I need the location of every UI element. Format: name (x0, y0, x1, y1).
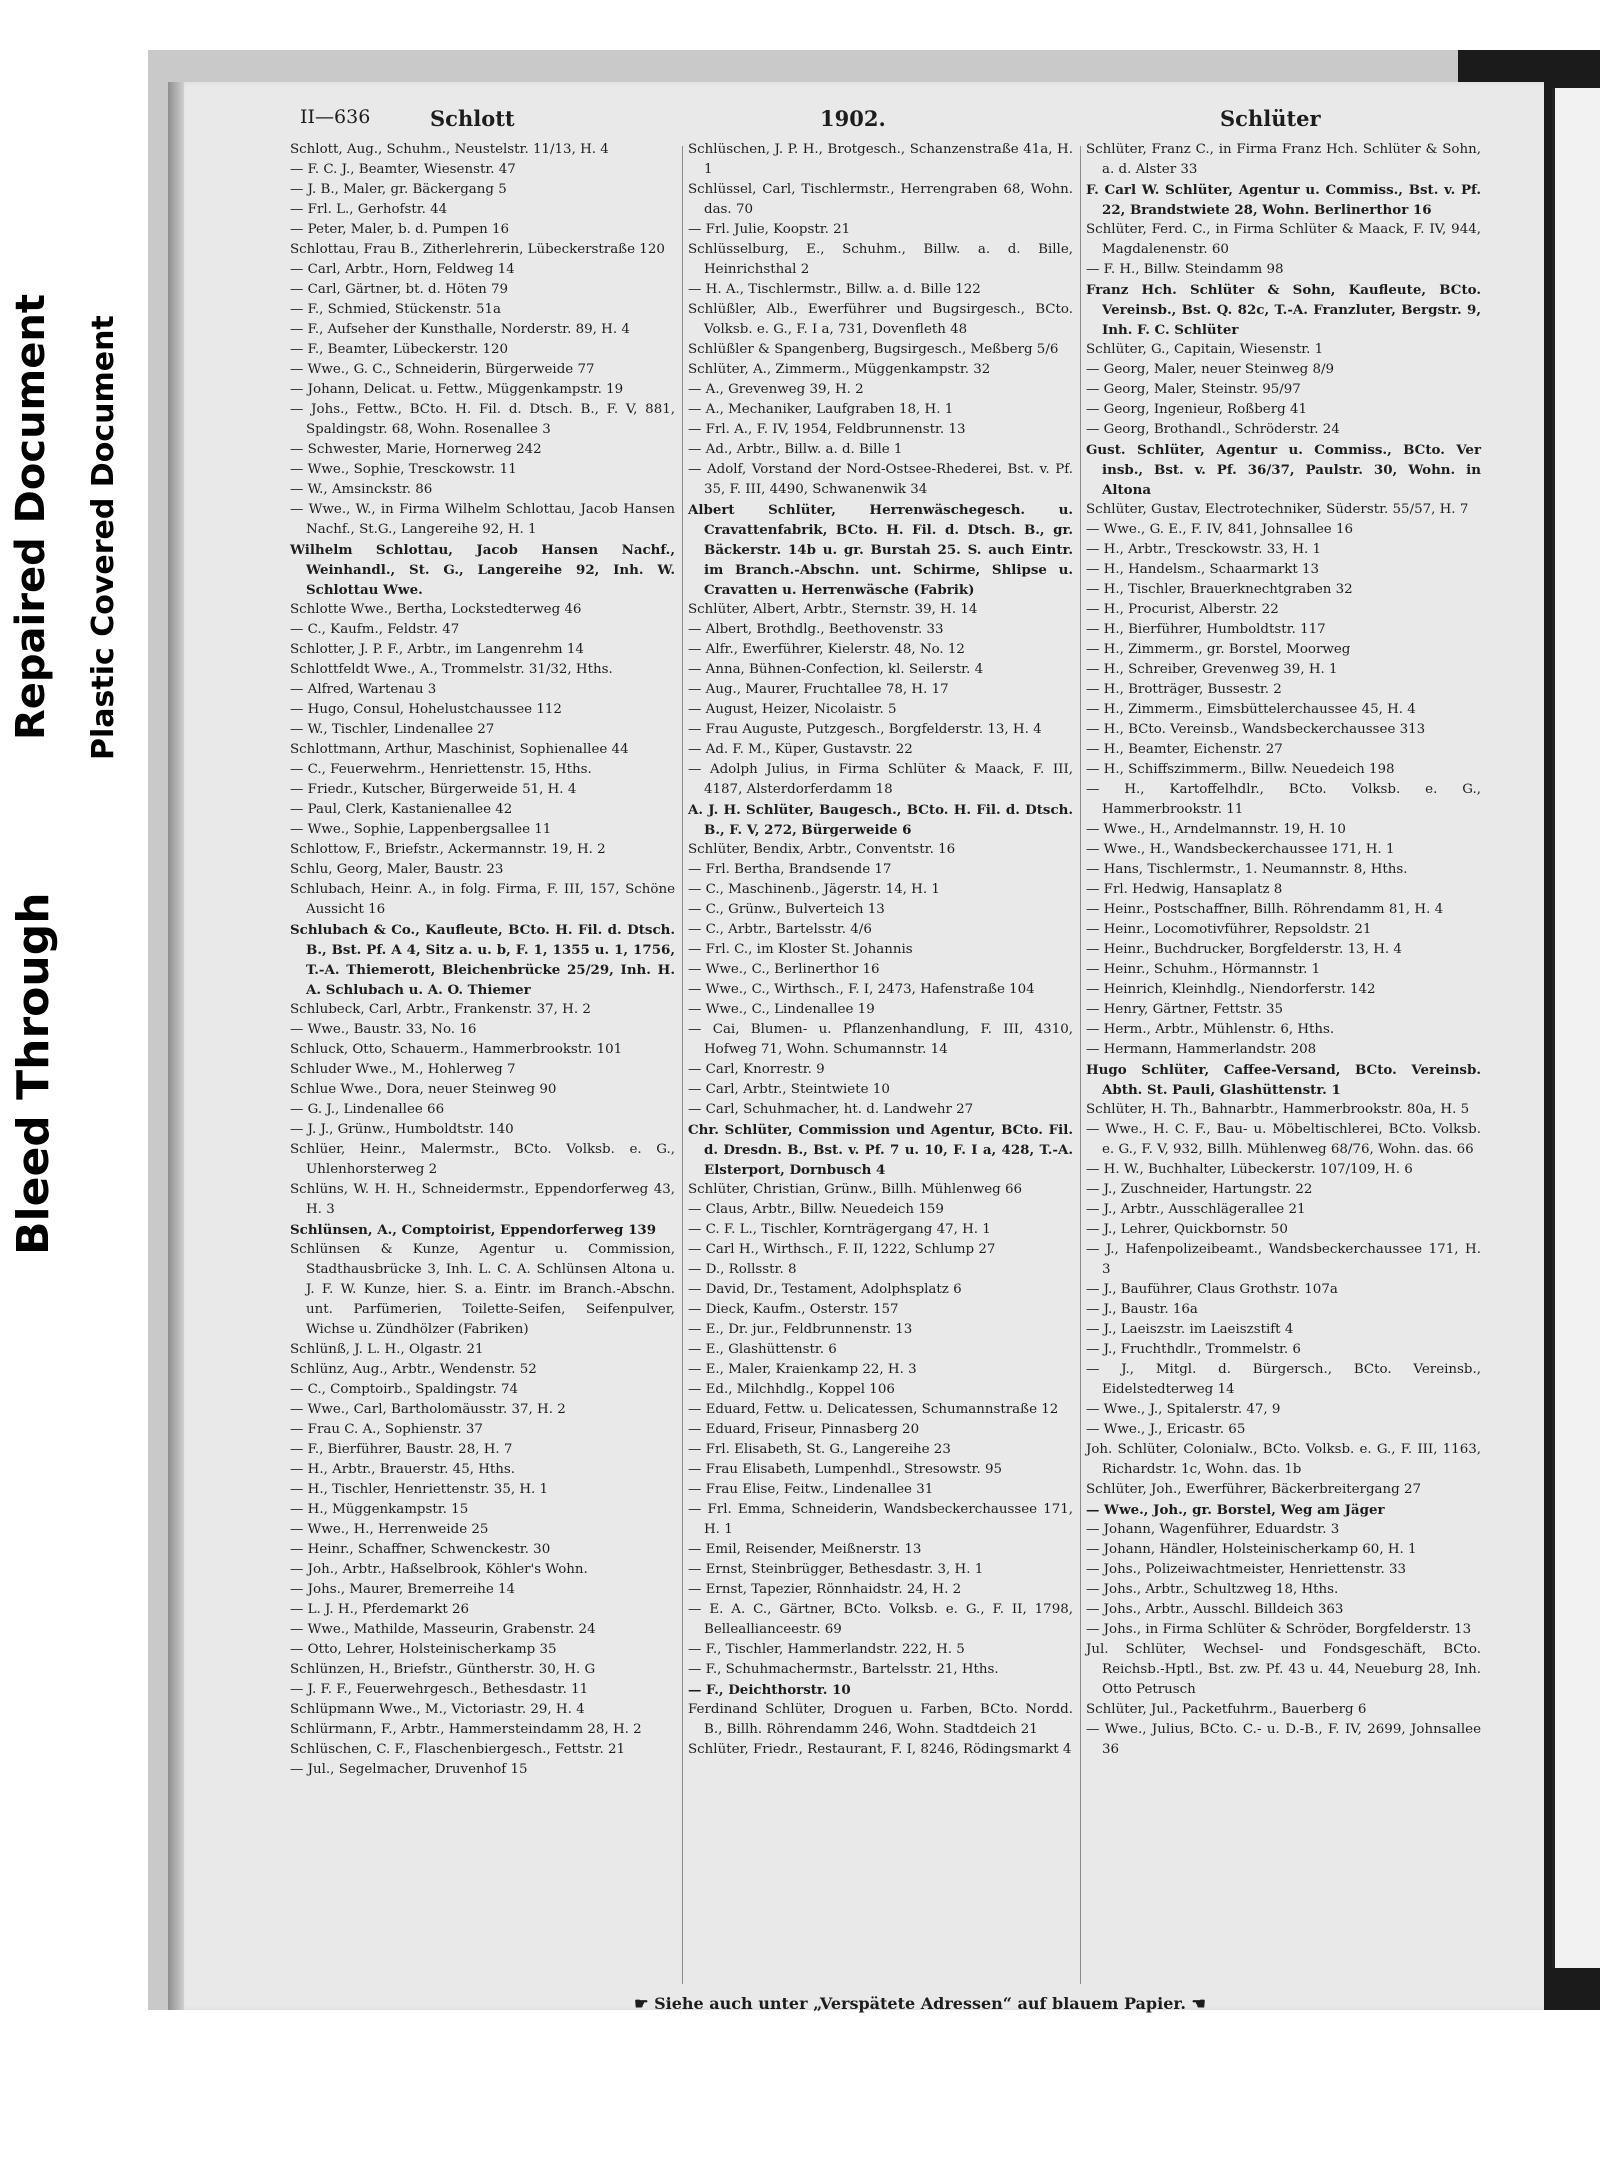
directory-entry: — Johann, Händler, Holsteinischerkamp 60, H. 1 (1086, 1542, 1417, 1557)
directory-entry: — H., Arbtr., Tresckowstr. 33, H. 1 (1086, 542, 1322, 557)
directory-entry: Schlüter, Joh., Ewerführer, Bäckerbreitergang 27 (1086, 1482, 1422, 1497)
directory-entry: — Georg, Maler, neuer Steinweg 8/9 (1086, 362, 1335, 377)
directory-entry: — J., Fruchthdlr., Trommelstr. 6 (1086, 1342, 1301, 1357)
directory-entry: — Johs., Maurer, Bremerreihe 14 (290, 1582, 516, 1597)
directory-entry: — Hans, Tischlermstr., 1. Neumannstr. 8, Hths. (1086, 862, 1408, 877)
directory-entry: Schlünsen & Kunze, Agentur u. Commission, Stadthausbrücke 3, Inh. L. C. A. Schlünsen Altona u. J. F. W. Kunze, hier. S. a. Eintr. im Branch.-Abschn. unt. Parfümerien, Toilette-Seifen, Seifenpulver, Wichse u. Zündhölzer (Fabriken) (290, 1242, 675, 1337)
directory-entry: Schlu, Georg, Maler, Baustr. 23 (290, 862, 504, 877)
directory-entry: — Carl, Schuhmacher, ht. d. Landwehr 27 (688, 1102, 974, 1117)
directory-entry: — E., Dr. jur., Feldbrunnenstr. 13 (688, 1322, 913, 1337)
directory-entry: — Wwe., C., Lindenallee 19 (688, 1002, 875, 1017)
directory-entry: Schlüschen, J. P. H., Brotgesch., Schanzenstraße 41a, H. 1 (688, 142, 1073, 177)
directory-entry: — H., Zimmerm., Eimsbüttelerchaussee 45, H. 4 (1086, 702, 1416, 717)
directory-entry: Schlünß, J. L. H., Olgastr. 21 (290, 1342, 484, 1357)
directory-entry: Schlüter, Gustav, Electrotechniker, Süderstr. 55/57, H. 7 (1086, 502, 1469, 517)
directory-entry: — Frl. Hedwig, Hansaplatz 8 (1086, 882, 1283, 897)
directory-entry: Schlott, Aug., Schuhm., Neustelstr. 11/13, H. 4 (290, 142, 609, 157)
directory-entry: — Wwe., G. C., Schneiderin, Bürgerweide 77 (290, 362, 595, 377)
directory-entry: Schlüpmann Wwe., M., Victoriastr. 29, H. 4 (290, 1702, 585, 1717)
directory-entry: — Eduard, Friseur, Pinnasberg 20 (688, 1422, 920, 1437)
directory-entry: — Wwe., J., Ericastr. 65 (1086, 1422, 1246, 1437)
directory-entry: — H., Arbtr., Brauerstr. 45, Hths. (290, 1462, 516, 1477)
directory-entry: — W., Amsinckstr. 86 (290, 482, 433, 497)
top-margin (0, 0, 1600, 50)
directory-entry: — H., Schreiber, Grevenweg 39, H. 1 (1086, 662, 1338, 677)
directory-entry: Schlotter, J. P. F., Arbtr., im Langenrehm 14 (290, 642, 584, 657)
directory-entry: — E., Glashüttenstr. 6 (688, 1342, 837, 1357)
directory-entry: — Frl. L., Gerhofstr. 44 (290, 202, 448, 217)
directory-entry: — W., Tischler, Lindenallee 27 (290, 722, 495, 737)
directory-entry: — F., Tischler, Hammerlandstr. 222, H. 5 (688, 1642, 965, 1657)
directory-column-1 (290, 140, 675, 1780)
directory-entry: — Wwe., C., Berlinerthor 16 (688, 962, 880, 977)
directory-entry: — Ernst, Steinbrügger, Bethesdastr. 3, H. 1 (688, 1562, 984, 1577)
page-number: II—636 (300, 106, 371, 128)
directory-entry: — Heinrich, Kleinhdlg., Niendorferstr. 142 (1086, 982, 1376, 997)
directory-entry: Schlünz, Aug., Arbtr., Wendenstr. 52 (290, 1362, 537, 1377)
directory-entry: — Frau C. A., Sophienstr. 37 (290, 1422, 483, 1437)
directory-entry: — Carl, Gärtner, bt. d. Höten 79 (290, 282, 509, 297)
directory-entry: — Henry, Gärtner, Fettstr. 35 (1086, 1002, 1284, 1017)
directory-entry: — Carl, Knorrestr. 9 (688, 1062, 825, 1077)
directory-entry: — H., Schiffszimmerm., Billw. Neuedeich 198 (1086, 762, 1395, 777)
directory-entry: — J., Baustr. 16a (1086, 1302, 1198, 1317)
directory-entry: — Wwe., Carl, Bartholomäusstr. 37, H. 2 (290, 1402, 566, 1417)
directory-entry: — Cai, Blumen- u. Pflanzenhandlung, F. III, 4310, Hofweg 71, Wohn. Schumannstr. 14 (688, 1022, 1073, 1057)
directory-entry: — Johs., Polizeiwachtmeister, Henriettenstr. 33 (1086, 1562, 1407, 1577)
directory-entry: — Frau Elise, Feitw., Lindenallee 31 (688, 1482, 934, 1497)
directory-entry: — F., Deichthorstr. 10 (688, 1682, 851, 1698)
page-header (300, 106, 1340, 136)
directory-entry: — Carl, Arbtr., Steintwiete 10 (688, 1082, 890, 1097)
directory-entry: — Ad., Arbtr., Billw. a. d. Bille 1 (688, 442, 903, 457)
directory-entry: — Wwe., Sophie, Tresckowstr. 11 (290, 462, 517, 477)
directory-entry: — Frau Elisabeth, Lumpenhdl., Stresowstr. 95 (688, 1462, 1003, 1477)
directory-entry: Schlünsen, A., Comptoirist, Eppendorferweg 139 (290, 1222, 657, 1238)
directory-entry: Gust. Schlüter, Agentur u. Commiss., BCto. Ver insb., Bst. v. Pf. 36/37, Paulstr. 30, Wohn. in Altona (1086, 442, 1481, 498)
directory-entry: — C., Feuerwehrm., Henriettenstr. 15, Hths. (290, 762, 592, 777)
directory-entry: — Johs., Arbtr., Schultzweg 18, Hths. (1086, 1582, 1339, 1597)
directory-entry: — Aug., Maurer, Fruchtallee 78, H. 17 (688, 682, 949, 697)
directory-entry: Schluder Wwe., M., Hohlerweg 7 (290, 1062, 516, 1077)
directory-entry: — Carl H., Wirthsch., F. II, 1222, Schlump 27 (688, 1242, 996, 1257)
directory-entry: — Frl. A., F. IV, 1954, Feldbrunnenstr. 13 (688, 422, 966, 437)
directory-entry: Wilhelm Schlottau, Jacob Hansen Nachf., Weinhandl., St. G., Langereihe 92, Inh. W. Schlottau Wwe. (290, 542, 675, 598)
repaired-document-label: Repaired Document (8, 294, 54, 740)
directory-entry: — Schwester, Marie, Hornerweg 242 (290, 442, 542, 457)
directory-entry: — Paul, Clerk, Kastanienallee 42 (290, 802, 513, 817)
directory-entry: — C., Arbtr., Bartelsstr. 4/6 (688, 922, 872, 937)
directory-entry: — Wwe., H. C. F., Bau- u. Möbeltischlerei, BCto. Volksb. e. G., F. V, 932, Billh. Mühlenweg 68/76, Wohn. das. 66 (1086, 1122, 1481, 1157)
directory-entry: Schlue Wwe., Dora, neuer Steinweg 90 (290, 1082, 557, 1097)
directory-entry: — Heinr., Locomotivführer, Repsoldstr. 21 (1086, 922, 1372, 937)
directory-entry: — Carl, Arbtr., Horn, Feldweg 14 (290, 262, 515, 277)
directory-entry: — C. F. L., Tischler, Kornträgergang 47, H. 1 (688, 1222, 991, 1237)
directory-entry: Schlüter, Franz C., in Firma Franz Hch. Schlüter & Sohn, a. d. Alster 33 (1086, 142, 1481, 177)
directory-entry: Schlottfeldt Wwe., A., Trommelstr. 31/32, Hths. (290, 662, 613, 677)
directory-entry: Schlubach & Co., Kaufleute, BCto. H. Fil. d. Dtsch. B., Bst. Pf. A 4, Sitz a. u. b, F. 1, 1355 u. 1, 1756, T.-A. Thiemerott, Bleichenbrücke 25/29, Inh. H. A. Schlubach u. A. O. Thiemer (290, 922, 675, 998)
directory-entry: — Claus, Arbtr., Billw. Neuedeich 159 (688, 1202, 944, 1217)
directory-entry: — H., Brotträger, Bussestr. 2 (1086, 682, 1282, 697)
directory-entry: — Albert, Brothdlg., Beethovenstr. 33 (688, 622, 944, 637)
directory-entry: — Alfr., Ewerführer, Kielerstr. 48, No. 12 (688, 642, 965, 657)
directory-entry: — Hermann, Hammerlandstr. 208 (1086, 1042, 1317, 1057)
directory-entry: — Frl. Bertha, Brandsende 17 (688, 862, 892, 877)
directory-entry: — E. A. C., Gärtner, BCto. Volksb. e. G., F. II, 1798, Belleallianceestr. 69 (688, 1602, 1073, 1637)
directory-entry: — E., Maler, Kraienkamp 22, H. 3 (688, 1362, 917, 1377)
directory-entry: Schlürmann, F., Arbtr., Hammersteindamm 28, H. 2 (290, 1722, 642, 1737)
directory-entry: Schlottow, F., Briefstr., Ackermannstr. 19, H. 2 (290, 842, 606, 857)
directory-entry: — F., Beamter, Lübeckerstr. 120 (290, 342, 509, 357)
directory-entry: Schlüßler, Alb., Ewerführer und Bugsirgesch., BCto. Volksb. e. G., F. I a, 731, Dovenfleth 48 (688, 302, 1073, 337)
directory-entry: — Hugo, Consul, Hohelustchaussee 112 (290, 702, 562, 717)
directory-entry: Schlüter, G., Capitain, Wiesenstr. 1 (1086, 342, 1324, 357)
directory-entry: F. Carl W. Schlüter, Agentur u. Commiss., Bst. v. Pf. 22, Brandstwiete 28, Wohn. Berlinerthor 16 (1086, 182, 1481, 218)
directory-entry: — J., Mitgl. d. Bürgersch., BCto. Vereinsb., Eidelstedterweg 14 (1086, 1362, 1481, 1397)
directory-entry: — Heinr., Buchdrucker, Borgfelderstr. 13, H. 4 (1086, 942, 1402, 957)
side-labels (0, 270, 148, 1270)
directory-entry: — F., Bierführer, Baustr. 28, H. 7 (290, 1442, 513, 1457)
directory-entry: — H. A., Tischlermstr., Billw. a. d. Bille 122 (688, 282, 981, 297)
directory-entry: — Wwe., G. E., F. IV, 841, Johnsallee 16 (1086, 522, 1354, 537)
directory-entry: Schlüter, Ferd. C., in Firma Schlüter & Maack, F. IV, 944, Magdalenenstr. 60 (1086, 222, 1481, 257)
directory-entry: Schlüter, Albert, Arbtr., Sternstr. 39, H. 14 (688, 602, 978, 617)
directory-entry: — Anna, Bühnen-Confection, kl. Seilerstr. 4 (688, 662, 984, 677)
directory-entry: — David, Dr., Testament, Adolphsplatz 6 (688, 1282, 962, 1297)
directory-entry: — J. B., Maler, gr. Bäckergang 5 (290, 182, 507, 197)
directory-entry: Schlüter, A., Zimmerm., Müggenkampstr. 32 (688, 362, 991, 377)
directory-entry: — D., Rollsstr. 8 (688, 1262, 797, 1277)
directory-entry: — H., Tischler, Brauerknechtgraben 32 (1086, 582, 1353, 597)
directory-entry: Schluck, Otto, Schauerm., Hammerbrookstr. 101 (290, 1042, 623, 1057)
directory-entry: — J., Arbtr., Ausschlägerallee 21 (1086, 1202, 1306, 1217)
directory-entry: — Dieck, Kaufm., Osterstr. 157 (688, 1302, 899, 1317)
directory-entry: Franz Hch. Schlüter & Sohn, Kaufleute, BCto. Vereinsb., Bst. Q. 82c, T.-A. Franzluter, Bergstr. 9, Inh. F. C. Schlüter (1086, 282, 1481, 338)
directory-entry: — G. J., Lindenallee 66 (290, 1102, 445, 1117)
next-page-edge (1552, 88, 1600, 1968)
directory-column-3 (1086, 140, 1481, 1760)
directory-entry: — H., Handelsm., Schaarmarkt 13 (1086, 562, 1320, 577)
directory-entry: — Emil, Reisender, Meißnerstr. 13 (688, 1542, 922, 1557)
directory-entry: — Heinr., Schaffner, Schwenckestr. 30 (290, 1542, 551, 1557)
directory-entry: Schlüßler & Spangenberg, Bugsirgesch., Meßberg 5/6 (688, 342, 1059, 357)
directory-entry: — Georg, Maler, Steinstr. 95/97 (1086, 382, 1301, 397)
directory-entry: — Friedr., Kutscher, Bürgerweide 51, H. 4 (290, 782, 577, 797)
directory-entry: — H., Tischler, Henriettenstr. 35, H. 1 (290, 1482, 549, 1497)
directory-entry: — Alfred, Wartenau 3 (290, 682, 437, 697)
directory-entry: — Johann, Wagenführer, Eduardstr. 3 (1086, 1522, 1340, 1537)
directory-entry: — H., Bierführer, Humboldtstr. 117 (1086, 622, 1326, 637)
directory-entry: Schlüter, Christian, Grünw., Billh. Mühlenweg 66 (688, 1182, 1023, 1197)
left-keyword: Schlott (430, 106, 515, 131)
directory-entry: — J., Laeiszstr. im Laeiszstift 4 (1086, 1322, 1294, 1337)
directory-entry: Schlüns, W. H. H., Schneidermstr., Eppendorferweg 43, H. 3 (290, 1182, 675, 1217)
directory-entry: — Wwe., Baustr. 33, No. 16 (290, 1022, 477, 1037)
directory-entry: Albert Schlüter, Herrenwäschegesch. u. Cravattenfabrik, BCto. H. Fil. d. Dtsch. B., gr. Bäckerstr. 14b u. gr. Burstah 25. S. auch Eintr. im Branch.-Abschn. unt. Schirme, Shlipse u. Cravatten u. Herrenwäsche (Fabrik) (688, 502, 1073, 598)
directory-entry: — Wwe., Julius, BCto. C.- u. D.-B., F. IV, 2699, Johnsallee 36 (1086, 1722, 1481, 1757)
directory-entry: — F. H., Billw. Steindamm 98 (1086, 262, 1284, 277)
directory-entry: Schlotte Wwe., Bertha, Lockstedterweg 46 (290, 602, 582, 617)
directory-entry: — C., Maschinenb., Jägerstr. 14, H. 1 (688, 882, 940, 897)
directory-entry: — Wwe., Joh., gr. Borstel, Weg am Jäger (1086, 1502, 1385, 1518)
directory-entry: Schlüssel, Carl, Tischlermstr., Herrengraben 68, Wohn. das. 70 (688, 182, 1073, 217)
directory-entry: Ferdinand Schlüter, Droguen u. Farben, BCto. Nordd. B., Billh. Röhrendamm 246, Wohn. Stadtdeich 21 (688, 1702, 1073, 1737)
plastic-covered-label: Plastic Covered Document (86, 315, 121, 760)
directory-entry: — F., Aufseher der Kunsthalle, Norderstr. 89, H. 4 (290, 322, 630, 337)
directory-entry: — Frl. Emma, Schneiderin, Wandsbeckerchaussee 171, H. 1 (688, 1502, 1073, 1537)
directory-entry: — Wwe., C., Wirthsch., F. I, 2473, Hafenstraße 104 (688, 982, 1035, 997)
directory-entry: — Johs., in Firma Schlüter & Schröder, Borgfelderstr. 13 (1086, 1622, 1472, 1637)
directory-entry: — H. W., Buchhalter, Lübeckerstr. 107/109, H. 6 (1086, 1162, 1413, 1177)
directory-entry: — Johs., Fettw., BCto. H. Fil. d. Dtsch. B., F. V, 881, Spaldingstr. 68, Wohn. Rosenallee 3 (290, 402, 675, 437)
directory-entry: Chr. Schlüter, Commission und Agentur, BCto. Fil. d. Dresdn. B., Bst. v. Pf. 7 u. 10, F. I a, 428, T.-A. Elsterport, Dornbusch 4 (688, 1122, 1073, 1178)
directory-entry: — Frl. Julie, Koopstr. 21 (688, 222, 851, 237)
directory-entry: Schlüter, H. Th., Bahnarbtr., Hammerbrookstr. 80a, H. 5 (1086, 1102, 1470, 1117)
page-gutter (168, 82, 184, 2010)
directory-entry: — F. C. J., Beamter, Wiesenstr. 47 (290, 162, 516, 177)
directory-entry: Schlottau, Frau B., Zitherlehrerin, Lübeckerstraße 120 (290, 242, 665, 257)
directory-entry: — L. J. H., Pferdemarkt 26 (290, 1602, 470, 1617)
directory-entry: — Ernst, Tapezier, Rönnhaidstr. 24, H. 2 (688, 1582, 962, 1597)
directory-entry: — F., Schuhmachermstr., Bartelsstr. 21, Hths. (688, 1662, 999, 1677)
directory-column-2 (688, 140, 1073, 1760)
directory-entry: Schlubach, Heinr. A., in folg. Firma, F. III, 157, Schöne Aussicht 16 (290, 882, 675, 917)
directory-entry: — Adolf, Vorstand der Nord-Ostsee-Rhederei, Bst. v. Pf. 35, F. III, 4490, Schwanenwik 34 (688, 462, 1073, 497)
directory-entry: — Ad. F. M., Küper, Gustavstr. 22 (688, 742, 913, 757)
directory-entry: — Wwe., H., Wandsbeckerchaussee 171, H. 1 (1086, 842, 1395, 857)
directory-entry: — Herm., Arbtr., Mühlenstr. 6, Hths. (1086, 1022, 1335, 1037)
directory-entry: — J. J., Grünw., Humboldtstr. 140 (290, 1122, 514, 1137)
directory-entry: Joh. Schlüter, Colonialw., BCto. Volksb. e. G., F. III, 1163, Richardstr. 1c, Wohn. das. 1b (1086, 1442, 1481, 1477)
directory-entry: — Georg, Ingenieur, Roßberg 41 (1086, 402, 1307, 417)
directory-entry: A. J. H. Schlüter, Baugesch., BCto. H. Fil. d. Dtsch. B., F. V, 272, Bürgerweide 6 (688, 802, 1073, 838)
column-rule (682, 146, 683, 1984)
directory-entry: Schlüschen, C. F., Flaschenbiergesch., Fettstr. 21 (290, 1742, 626, 1757)
directory-entry: Schlünzen, H., Briefstr., Güntherstr. 30, H. G (290, 1662, 596, 1677)
directory-entry: — J., Zuschneider, Hartungstr. 22 (1086, 1182, 1313, 1197)
directory-entry: — Wwe., H., Herrenweide 25 (290, 1522, 489, 1537)
directory-entry: — H., Beamter, Eichenstr. 27 (1086, 742, 1283, 757)
footer-note: ☛ Siehe auch unter „Verspätete Adressen“ auf blauem Papier. ☚ (634, 1994, 1206, 2013)
directory-entry: — A., Grevenweg 39, H. 2 (688, 382, 864, 397)
directory-entry: — J. F. F., Feuerwehrgesch., Bethesdastr. 11 (290, 1682, 589, 1697)
directory-entry: Schlüter, Bendix, Arbtr., Conventstr. 16 (688, 842, 956, 857)
directory-entry: — H., Procurist, Alberstr. 22 (1086, 602, 1279, 617)
directory-entry: Schlubeck, Carl, Arbtr., Frankenstr. 37, H. 2 (290, 1002, 591, 1017)
right-keyword: Schlüter (1220, 106, 1321, 131)
directory-entry: — Otto, Lehrer, Holsteinischerkamp 35 (290, 1642, 557, 1657)
directory-entry: — J., Bauführer, Claus Grothstr. 107a (1086, 1282, 1338, 1297)
directory-entry: — Ed., Milchhdlg., Koppel 106 (688, 1382, 895, 1397)
directory-entry: — J., Hafenpolizeibeamt., Wandsbeckerchaussee 171, H. 3 (1086, 1242, 1481, 1277)
directory-entry: — H., BCto. Vereinsb., Wandsbeckerchaussee 313 (1086, 722, 1426, 737)
directory-entry: — C., Kaufm., Feldstr. 47 (290, 622, 460, 637)
directory-entry: — Adolph Julius, in Firma Schlüter & Maack, F. III, 4187, Alsterdorferdamm 18 (688, 762, 1073, 797)
directory-entry: — C., Comptoirb., Spaldingstr. 74 (290, 1382, 519, 1397)
directory-entry: — Wwe., Mathilde, Masseurin, Grabenstr. 24 (290, 1622, 596, 1637)
directory-entry: — Frau Auguste, Putzgesch., Borgfelderstr. 13, H. 4 (688, 722, 1042, 737)
year-heading: 1902. (820, 106, 886, 131)
directory-entry: — Frl. C., im Kloster St. Johannis (688, 942, 913, 957)
directory-entry: Jul. Schlüter, Wechsel- und Fondsgeschäft, BCto. Reichsb.-Hptl., Bst. zw. Pf. 43 u. 44, Neueburg 28, Inh. Otto Petrusch (1086, 1642, 1481, 1697)
directory-entry: — F., Schmied, Stückenstr. 51a (290, 302, 501, 317)
directory-entry: Schlüter, Jul., Packetfuhrm., Bauerberg 6 (1086, 1702, 1367, 1717)
bleed-through-label: Bleed Through (8, 892, 59, 1255)
directory-entry: — Eduard, Fettw. u. Delicatessen, Schumannstraße 12 (688, 1402, 1059, 1417)
directory-entry: — Peter, Maler, b. d. Pumpen 16 (290, 222, 509, 237)
directory-entry: — Wwe., W., in Firma Wilhelm Schlottau, Jacob Hansen Nachf., St.G., Langereihe 92, H. 1 (290, 502, 675, 537)
directory-entry: — H., Zimmerm., gr. Borstel, Moorweg (1086, 642, 1351, 657)
directory-entry: — H., Müggenkampstr. 15 (290, 1502, 469, 1517)
directory-entry: — Wwe., J., Spitalerstr. 47, 9 (1086, 1402, 1281, 1417)
directory-entry: — Heinr., Schuhm., Hörmannstr. 1 (1086, 962, 1321, 977)
directory-entry: Schlüsselburg, E., Schuhm., Billw. a. d. Bille, Heinrichsthal 2 (688, 242, 1073, 277)
directory-entry: — Johann, Delicat. u. Fettw., Müggenkampstr. 19 (290, 382, 624, 397)
directory-entry: — H., Kartoffelhdlr., BCto. Volksb. e. G., Hammerbrookstr. 11 (1086, 782, 1481, 817)
directory-entry: — Joh., Arbtr., Haßselbrook, Köhler's Wohn. (290, 1562, 588, 1577)
directory-entry: Hugo Schlüter, Caffee-Versand, BCto. Vereinsb. Abth. St. Pauli, Glashüttenstr. 1 (1086, 1062, 1481, 1098)
directory-entry: — Jul., Segelmacher, Druvenhof 15 (290, 1762, 528, 1777)
directory-entry: — Wwe., H., Arndelmannstr. 19, H. 10 (1086, 822, 1346, 837)
directory-entry: — C., Grünw., Bulverteich 13 (688, 902, 885, 917)
directory-entry: — Heinr., Postschaffner, Billh. Röhrendamm 81, H. 4 (1086, 902, 1444, 917)
directory-entry: — Johs., Arbtr., Ausschl. Billdeich 363 (1086, 1602, 1344, 1617)
directory-entry: Schlüer, Heinr., Malermstr., BCto. Volksb. e. G., Uhlenhorsterweg 2 (290, 1142, 675, 1177)
column-rule (1080, 146, 1081, 1984)
directory-entry: — Georg, Brothandl., Schröderstr. 24 (1086, 422, 1340, 437)
directory-entry: — A., Mechaniker, Laufgraben 18, H. 1 (688, 402, 954, 417)
directory-entry: — Wwe., Sophie, Lappenbergsallee 11 (290, 822, 552, 837)
directory-entry: Schlottmann, Arthur, Maschinist, Sophienallee 44 (290, 742, 629, 757)
directory-entry: — August, Heizer, Nicolaistr. 5 (688, 702, 897, 717)
directory-entry: — J., Lehrer, Quickbornstr. 50 (1086, 1222, 1288, 1237)
directory-entry: — Frl. Elisabeth, St. G., Langereihe 23 (688, 1442, 951, 1457)
directory-entry: Schlüter, Friedr., Restaurant, F. I, 8246, Rödingsmarkt 4 (688, 1742, 1072, 1757)
